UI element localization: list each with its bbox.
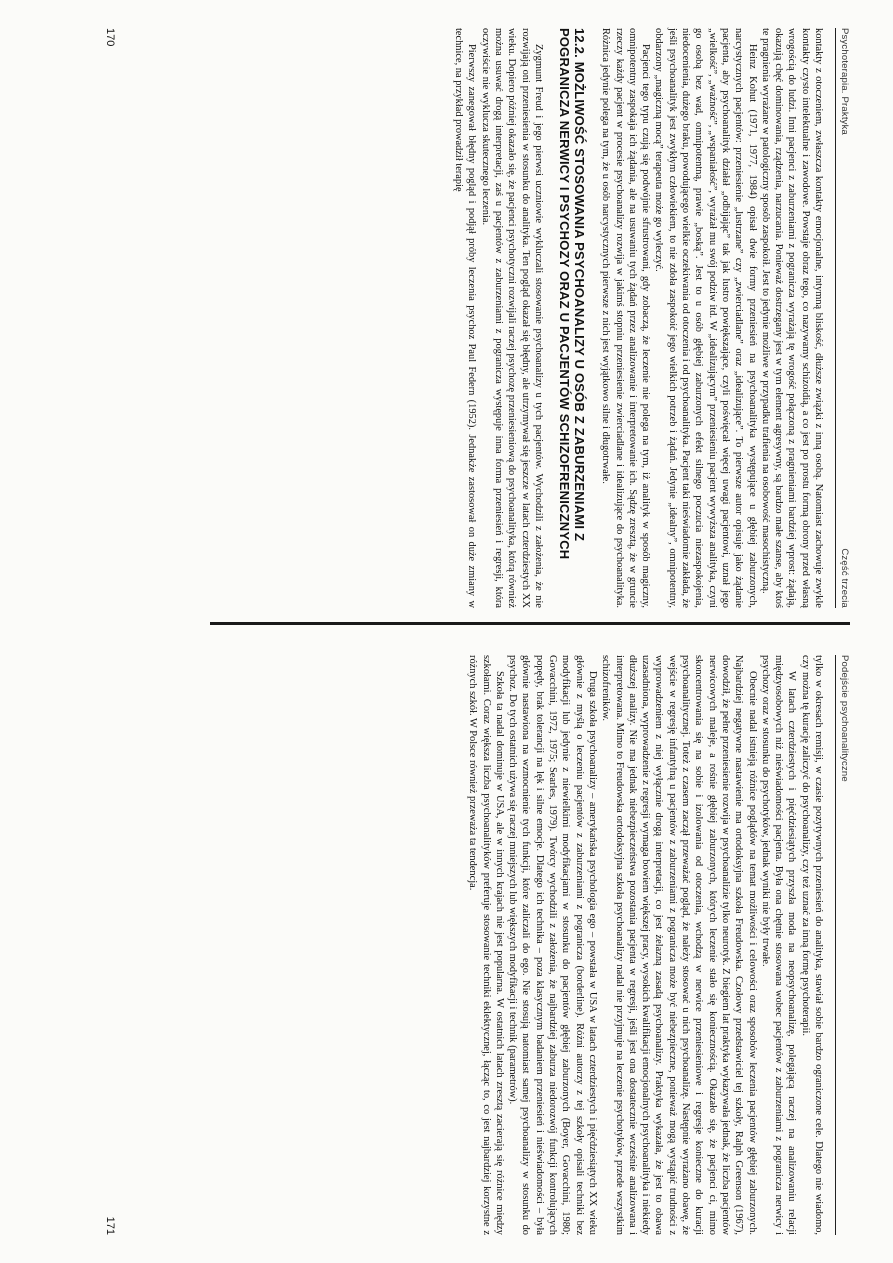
paragraph: tylko w okresach remisji, w czasie pozytywnych przeniesień do analityka, stawiał sobie bardzo ograniczone cele. Dlatego nie wiadomo, czy można tę kurację zaliczyć do psychoanalizy, czy też uznać za inną formę psychoterapii. bbox=[799, 655, 824, 1235]
paragraph: W latach czterdziestych i pięćdziesiątych przyszła moda na neopsychoanalizę, polegającą raczej na analizowaniu relacji międzyosobowych niż nieświadomości pacjenta. Była ona chętnie stosowana wobec pacjentów z zaburzeniami z pogranicza nerwicy i psychozy oraz w stosunku do psychotyków, jednak wyniki nie były trwałe. bbox=[759, 655, 798, 1235]
running-head bbox=[835, 28, 850, 608]
paragraph: Zygmunt Freud i jego pierwsi uczniowie wykluczali stosowanie psychoanalizy u tych pacjentów. Wychodzili z założenia, że nie rozwijają oni przeniesienia w stosunku do analityka. Ten pogląd okazał się błędny, ale utrzymywał się jeszcze w latach czterdziestych XX wieku. Dopiero później okazało się, że pacjenci psychotyczni rozwijali raczej psychozę przeniesieniową do psychoanalityka, którą również można usuwać drogą interpretacji, zaś u pacjentów z zaburzeniami z pogranicza występuje inna forma przeniesień i regresji, która oczywiście nie wyklucza skutecznego leczenia. bbox=[479, 28, 544, 608]
paragraph: Druga szkoła psychoanalizy – amerykańska psychologia ego – powstała w USA w latach czterdziestych i pięćdziesiątych XX wieku głównie z myślą o leczeniu pacjentów z zaburzeniami z pogranicza (borderline). Różni autorzy z tej szkoły opisali techniki bez modyfikacji lub jedynie z niewielkimi modyfikacjami w stosunku do pacjentów głębiej zaburzonych (Boyer, Govacchini, 1980; Govacchini, 1972, 1975; Searles, 1979). Twórcy wychodzili z założenia, że najbardziej zaburza niedorozwój funkcji kontrolujących popędy, brak tolerancji na lęk i silne emocje. Dlatego ich technika – poza klasycznym badaniem przeniesień i nieświadomości – była głównie nastawiona na wzmocnienie tych funkcji, które zaliczali do ego. Nie stosują natomiast samej psychoanalizy w stosunku do psychoz. Do tych ostatnich używa się raczej mniejszych lub większych modyfikacji i technik (parametrów). bbox=[507, 655, 598, 1235]
page-170 bbox=[90, 28, 850, 608]
paragraph: Pierwszy zanegował błędny pogląd i podjął próby leczenia psychoz Paul Federn (1952). Jednakże zastosował on duże zmiany w technice, na przykład prowadził terapię bbox=[453, 28, 478, 608]
page-number: 170 bbox=[104, 28, 116, 47]
page-body bbox=[466, 655, 825, 1235]
running-head bbox=[835, 655, 850, 1235]
page-body bbox=[452, 28, 825, 608]
paragraph: Obecnie nadal istnieją różnice poglądów na temat możliwości i celowości oraz sposobów leczenia pacjentów głębiej zaburzonych. Najbardziej negatywne nastawienie ma ortodoksyjna szkoła Freudowska. Czołowy przedstawiciel tej szkoły, Ralph Greenson (1967), dowodził, że pełne przeniesienie rozwija w psychoanalizie tylko neurotyk. Z biegiem lat praktyka wykazywała jednak, że liczba pacjentów nerwicowych maleje, a rośnie głębiej zaburzonych, których leczenie stało się koniecznością. Okazało się, że pacjenci ci, mimo skoncentrowania się na sobie i izolowania od otoczenia, wchodzą w nerwice przeniesieniowe i regresje konieczne do kuracji psychoanalitycznej. Toteż z czasem zaczął przeważać pogląd, że należy stosować u nich psychoanalizę. Następnie wyrażano obawę, że wejście w regresję infantylną u pacjentów z zaburzeniami z pogranicza może być niebezpieczne, ponieważ mogą wystąpić trudności z wyprowadzeniem z niej wyłącznie drogą interpretacji, co jest żelazną zasadą psychoanalizy. Praktyka wykazała, że jest to obawa uzasadniona, wyprowadzenie z regresji wymaga bowiem większej pracy, wysokich kwalifikacji emocjonalnych psychoanalityka i niekiedy dłuższej analizy. Nie ma jednak niebezpieczeństwa pozostania pacjenta w regresji, jeśli jest ona dostatecznie wcześnie analizowana i interpretowana. Mimo to Freudowska ortodoksyjna szkoła psychoanalizy nadal nie przyjmuje na leczenie psychotyków, przede wszystkim schizofreników. bbox=[600, 655, 758, 1235]
paragraph: kontakty z otoczeniem, zwłaszcza kontakty emocjonalne, intymną bliskość, dłuższe związki z inną osobą. Natomiast zachowuje zwykle kontakty czysto intelektualne i zawodowe. Powstaje obraz tego, co nazywamy schizoidią, a co jest po prostu formą obrony przed własną wrogością do ludzi. Inni pacjenci z zaburzeniami z pogranicza wyrażają tę wrogość połączoną z pragnieniami bardziej wprost: żądają, okazują chęć dominowania, rządzenia, narzucania. Ponieważ dostrzegany jest w tym element agresywny, są bardzo małe szanse, aby ktoś te pragnienia wyrażane w patologiczny sposób zaspokoił. Jest to jedynie możliwe w przypadku trafienia na osobowość masochistyczną. bbox=[759, 28, 824, 608]
running-head-book-title: Psychoterapia. Praktyka bbox=[839, 28, 850, 136]
paragraph: Pacjenci tego typu czują się podwójnie sfrustrowani, gdy zobaczą, że leczenie nie polega na tym, iż analityk w sposób magiczny, omnipotentny zaspokaja ich żądania, ale na usuwaniu tych żądań przez analizowanie i interpretowanie ich. Sądzę zresztą, że w gruncie rzeczy każdy pacjent w procesie psychoanalizy rozwija w jakimś stopniu przeniesienie zwierciadlane i idealizujące do psychoanalityka. Różnica jedynie polega na tym, że u osób narcystycznych pierwsze z nich jest wyjątkowo silne i długotrwałe. bbox=[600, 28, 652, 608]
running-head-part: Część trzecia bbox=[839, 548, 850, 608]
paragraph: Szkoła ta nadal dominuje w USA, ale w innych krajach nie jest popularna. W ostatnich latach zresztą zacierają się różnice między szkołami. Coraz większa liczba psychoanalityków preferuje stosowanie techniki eklektycznej, łącząc to, co jest najbardziej korzystne z różnych szkół. W Polsce również przeważa ta tendencja. bbox=[467, 655, 505, 1235]
page-171 bbox=[90, 655, 850, 1235]
running-head-chapter: Podejście psychoanalityczne bbox=[839, 655, 850, 782]
book-gutter-line bbox=[210, 622, 850, 625]
page-number: 171 bbox=[104, 1216, 116, 1235]
section-heading: 12.2. MOŻLIWOŚĆ STOSOWANIA PSYCHOANALIZY U OSÓB Z ZABURZENIAMI Z POGRANICZA NERWICY I PSYCHOZY ORAZ U PACJENTÓW SCHIZOFRENICZNYCH bbox=[556, 28, 587, 560]
paragraph: Heinz Kohut (1971, 1977, 1984) opisał dwie formy przeniesień na psychoanalityka występujące u głębiej zaburzonych, narcystycznych pacjentów: przeniesienie „lustrzane” czy „zwierciadlane” oraz „idealizujące”. To pierwsze autor opisuje jako żądanie pacjenta, aby psychoanalityk działał „odbijając” tak jak lustro powiększające, czyli poświęcał więcej uwagi pacjentowi, uznał jego „wielkość”, „ważność”, „wspaniałość”, wyrażał mu swój podziw itd. W „idealizującym” przeniesieniu pacjent wywyższa analityka, czyni go osobą bez wad, omnipotentną, prawie „boską”. Jest to u osób głębiej zaburzonych efekt silnego poczucia niezaspokojenia, niedocenienia, dużego braku, powodującego wielkie oczekiwania od otoczenia i od psychoanalityka. Pacjent taki nieświadomie zakłada, że jeśli psychoanalityk jest zwykłym człowiekiem, to nie zdoła zaspokoić jego wielkich potrzeb i żądań. Jedynie „idealny”, omnipotentny, obdarzony „magiczną mocą” terapeuta może go wyleczyć. bbox=[653, 28, 758, 608]
